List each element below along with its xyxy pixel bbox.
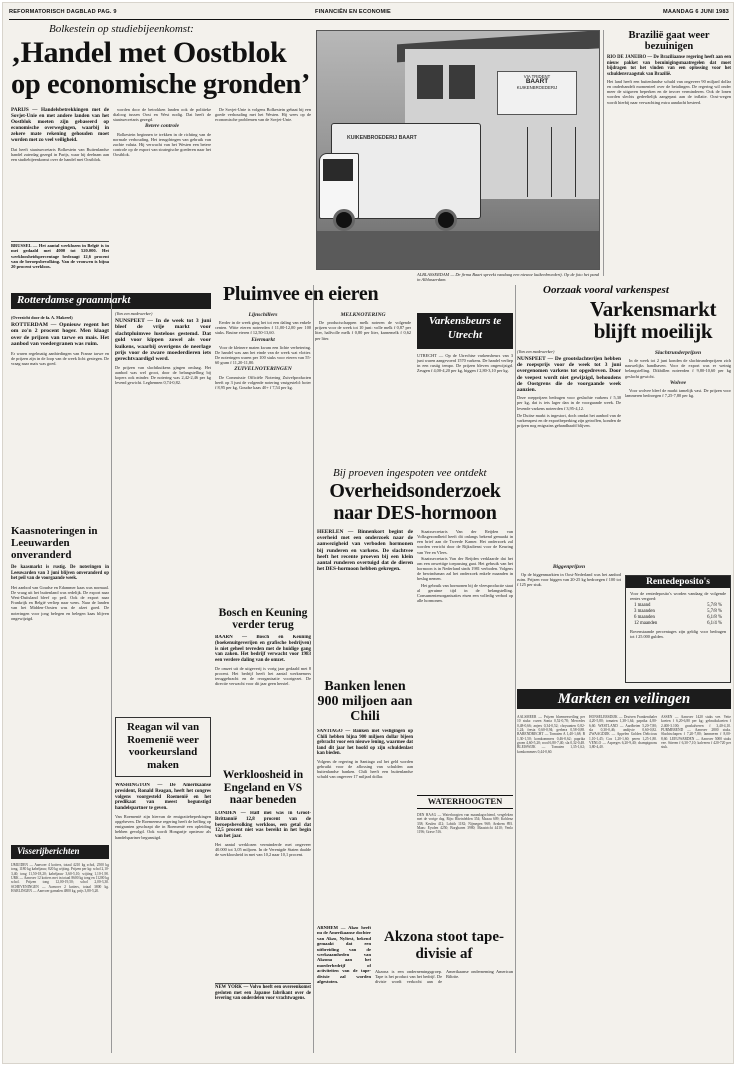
photo-sign-line3: KUIKENBROEDERIJ [516, 84, 558, 90]
edition-date: MAANDAG 6 JUNI 1983 [663, 9, 729, 15]
hormoon-headline-line2: naar DES-hormoon [333, 502, 497, 524]
kemi-headline: Bosch en Keuning verder terug [218, 607, 308, 631]
pluimvee-body-3: Voor de kleinere maten kwam een lichte verbetering. De handel was aan het einde van de week wat vlotter. De noteringen waren per 100 stuks voor eieren van 55-60 gram f 11,20-11,80. [215, 344, 311, 366]
oostblok-col-1 [11, 107, 109, 257]
photo-flagpole [527, 127, 528, 197]
brief-rule [215, 983, 311, 984]
rentedeposito-rate: 5,7/8 % [707, 603, 722, 609]
masthead-rule [9, 19, 729, 20]
volvo-text: NEW YORK — Volvo heeft een overeenkomst gesloten met een Japanse fabrikant over de levering van onderdelen voor vrachtwagens. [215, 985, 311, 1002]
banken-article [317, 729, 413, 827]
reagan-lead: WASHINGTON — De Amerikaanse president, Ronald Reagan, heeft het congres volgens voorgesteld Roemenië en het predikaat van meest begunstigd handelspartner te geven. [115, 783, 211, 812]
photo-sign [497, 71, 577, 115]
hormoon-body-3: Het gebruik van hormonen bij de vleesproductie staat al geruime tijd in de belangstelling. Consumentenorganisaties eisen een volledig verbod op alle hormonen. [417, 582, 513, 604]
varkensmarkt-source: (Van een medewerker) [517, 349, 555, 354]
graanmarkt-body: Er waren regelmatig aanbiedingen van Franse tarwe en de prijzen zijn in de loop van de week licht gestegen. De vraag naar mais was goed. [11, 350, 109, 366]
oostblok-headline-line2: op economische gronden’ [11, 69, 311, 100]
akzona-headline: Akzona stoot tape-divisie af [384, 929, 504, 962]
rentedeposito-note: Bovenstaande percentages zijn geldig voor bedragen tot f 25.000 gulden. [630, 629, 726, 640]
rentedeposito-term: 6 maanden [634, 615, 655, 621]
rentedeposito-table [626, 601, 730, 629]
rentedeposito-term: 3 maanden [634, 609, 655, 615]
varkensmarkt-lead: NUNSPEET — De grootslachterijen hebben de roepsprijs voor de week tot 3 juni overgenomen varkens tot opgedreven. Door de veepest wordt niet gewijzigd, behoudens de Oostgrens die de voorgaande week aanzien. [517, 356, 621, 394]
hormoon-lead: HEERLEN — Binnenkort begint de overheid met een onderzoek naar de aanwezigheid van verboden hormonen bij runderen en varkens. De slachtvee heeft het recente proeven bij een klein aantal runderen overtuigd dat de dieren het DES-hormoon hebben gekregen. [317, 529, 413, 573]
volvo-brief [215, 983, 311, 1053]
varkensmarkt-body-3: Op de biggenmarkten in Oost-Nederland was het aanbod ruim. Prijzen voor biggen van 20-25 kg bedroegen f 100 tot f 125 per stuk. [517, 572, 621, 588]
werkloosheid-headline: Werkloosheid in Engeland en VS naar beneden [222, 769, 304, 806]
column-rule [111, 293, 112, 1053]
hormoon-body-2: Staatssecretaris Van der Reijden verklaarde dat het om een onwettige toepassing gaat. Het gebruik van het hormoon is in Nederland sinds 1981 verboden. Volgens de bewindsman zal het onderzoek enkele maanden in beslag nemen. [417, 555, 513, 582]
pluimvee-lead: NUNSPEET — In de week tot 3 juni bleef de vrije markt voor slachtpluimvee lusteloos gestemd. Dat gold voor kippen zowel als voor kuikens, waarbij overigens de neerlage prijs voor de zware moederdieren iets gerechtvaardigd werd. [115, 318, 211, 363]
rentedeposito-row [634, 621, 722, 627]
akzona-body: Akzona is een ondernemingsgroep. Tape is het product van het bedrijf. De divisie wordt verkocht aan de Amerikaanse onderneming American Biltrite. [375, 969, 513, 985]
photo-window [449, 65, 475, 99]
reagan-headline: Reagan wil van Roemenië weer voorkeursland maken [126, 721, 200, 771]
varkensmarkt-subhead-2: Slachtrunderprijzen [654, 350, 702, 356]
oostblok-lead: PARIJS — Handelsbetrekkingen met de Sovjet-Unie en met andere landen van het Oostblok moeten zijn gebaseerd op economische overwegingen, waarbij in zekere mate rekening gehouden moet worden met zo veel veiligheid. [11, 107, 109, 144]
reagan-article [115, 783, 211, 1053]
markten-title-band: Markten en veilingen [517, 689, 731, 709]
brazilie-body: Het land heeft een buitenlandse schuld van ongeveer 90 miljard dollar en onderhandelt momenteel over de betalingen. De regering wil onder meer de uitgaven beperken en de invoer verminderen. Ook de lonen worden slechts gedeeltelijk aangepast aan de inflatie. Oost-wegen wordt hierbij naar verwachting extra aandacht besteed. [607, 79, 731, 105]
graanmarkt-lead: ROTTERDAM — Opnieuw regent het om zo'n 2 procent hoger. Men klaagt over de prijzen van tarwe en mais. Het aanbod van voedergranen was ruim. [11, 322, 109, 348]
varkensbeurs-body: UTRECHT — Op de Utrechtse varkensbeurs van 3 juni waren aangevoerd 1570 varkens. De handel verliep in een rustig tempo. De prijzen bleven ongewijzigd. Zeugen f 4,00-4,20 per kg, biggen f 2,80-3,10 per kg. [417, 353, 513, 374]
photo-ground [317, 231, 600, 270]
pluimvee-subhead-4: MELKNOTERING [340, 312, 386, 318]
banken-headline: Banken lenen 900 miljoen aan Chili [317, 679, 413, 724]
photo-flagpole [551, 127, 552, 197]
pluimvee-body-1: De prijzen van slachtkuikens gingen omlaag. Het aanbod was wel groot, door de belangstelling bij kopers ook minder. De notering was 2,42-2,46 per kg levend gewicht. Leghennen 0,74-0,82. [115, 364, 211, 386]
rentedeposito-term: 12 maanden [634, 621, 658, 627]
reagan-headline-box [115, 717, 211, 777]
varkensmarkt-col-1 [517, 349, 621, 559]
visserij-body: IJMUIDEN — Aanvoer 4 kotters, totaal 4210 kg schol, 2500 kg tong, 1180 kg kabeljauw, 820 kg wijting. Prijzen per kg: schol 2,10-3,40; tong 11,50-18,20; kabeljauw 3,60-5,10; wijting 1,10-1,90. URK — Aanvoer 12 kotters met in totaal 8600 kg tong en 11200 kg schol. Prijzen tong 12,00-19,50; schol 2,00-3,30. SCHEVENINGEN — Aanvoer 2 kotters, totaal 3800 kg. HARLINGEN — Aanvoer garnalen 4800 kg, prijs 3,80-5,20. [11, 863, 109, 894]
pluimvee-subhead-3: ZUIVELNOTERINGEN [234, 366, 292, 373]
rentedeposito-term: 1 maand [634, 603, 651, 609]
kemi-body: De omzet uit de uitgeverij is vorig jaar gedaald met 8 procent. Het bedrijf heeft het aantal werknemers teruggebracht en de reorganisatie voortgezet. De directie verwacht voor dit jaar geen herstel. [215, 665, 311, 687]
rentedeposito-title: Rentedeposito's [626, 576, 730, 588]
oostblok-kicker: Bolkestein op studiebijeenkomst: [49, 23, 194, 35]
arnhem-brief [317, 925, 371, 1053]
column-rule [313, 285, 314, 1053]
hormoon-body-1: Staatssecretaris Van der Reijden van Volksgezondheid heeft dit onlangs bekend gemaakt in een brief aan de Tweede Kamer. Het onderzoek zal worden verricht door de Rijksdienst voor de Keuring van Vee en Vlees. [417, 529, 513, 555]
brazilie-lead: RIO DE JANEIRO — De Braziliaanse regering heeft aan een nieuw pakket van bezuinigingsmaatregelen dat moet bijdragen tot het vinden van een oplossing voor het schuldenvraagstuk van Brazilië. [607, 55, 731, 77]
pluimvee-subhead-2: Eiermarkt [251, 336, 275, 343]
oostblok-body-4: Bolkestein beginnen te trekken in de richting van de normale verhouding. Het terugdringen van gebruik van zachte valuta. Hij verwacht van het Westen een betere controle op de export van strategische goederen naar het Oostblok. [113, 131, 211, 158]
arnhem-text: ARNHEM — Akzo heeft nu de Amerikaanse dochter van Akzo, Nyltest, bekend gemaakt dat een uitbreiding van de werkzaamheden van Akzona aan het moederbedrijf of activiteiten van de tape-divisie zal worden afgestoten. [317, 925, 371, 985]
pluimvee-col-3 [315, 311, 411, 461]
varkensmarkt-body-1: Deze roepprijzen bedragen voor geslachte varkens f 5,30 per kg, dat is iets lager dan in de voorgaande week. De levende varkens noteerden f 3,95-4,12. [517, 395, 621, 411]
varkensmarkt-col-1b [517, 563, 621, 685]
pluimvee-col-2 [215, 311, 311, 596]
newspaper-page [2, 2, 734, 1064]
werkloosheid-body: Het aantal werklozen verminderde met ongeveer 40.000 tot 3,05 miljoen. In de Verenigde Staten daalde de werkloosheid in mei van 10,2 naar 10,1 procent. [215, 841, 311, 858]
pluimvee-body-2: Eerder in de week ging het tot een daling van enkele centen. Witte eieren noteerden f 11,00-12,00 per 100 stuks. Bruine eieren f 12,50-13,60. [215, 320, 311, 336]
varkensmarkt-headline-line1: Varkensmarkt [589, 297, 717, 321]
markten-col-1: AALSMEER — Prijzen bloemenveiling per 10 stuks: rozen Sonia 0,52-0,78; Mercedes 0,48-0,66; anjers 0,34-0,52; chrysanten 0,82-1,24; fresia 0,60-0,94; gerbera 0,58-0,88. BARENDRECHT — Tomaten A 1,40-1,68; B 1,30-1,50; komkommers 0,46-0,62; paprika groen 4,60-5,20; rood 6,80-7,40; sla 0,32-0,48. BLEISWIJK — Tomaten 1,35-1,62; komkommers 0,44-0,60. [517, 715, 585, 754]
banken-body: Volgens de regering in Santiago zal het geld worden gebruikt voor de aflossing van schulden aan buitenlandse banken. Chili heeft een buitenlandse schuld van ongeveer 17 miljard dollar. [317, 758, 413, 780]
brazilie-article [607, 30, 731, 270]
varkensmarkt-body-5: Voor wolvee bleef de markt tamelijk vast. De prijzen voor lammeren bedroegen f 7,25-7,80 per kg. [625, 387, 731, 399]
kaas-article [11, 525, 109, 815]
varkensmarkt-subhead-1: Biggenprijzen [552, 564, 586, 570]
photo-wheel [333, 209, 355, 231]
hormoon-kicker: Bij proeven ingespoten vee ontdekt [333, 467, 487, 479]
rentedeposito-box [625, 575, 731, 683]
markten-col-2: HONSELERSDIJK — Druiven Frankenthaler 4,20-5,80; tomaten 1,38-1,64; paprika 4,80-6,60. WESTLAND — Aardbeien 5,20-7,80; sla 0,30-0,46; andijvie 0,60-0,82. ZWAAGDIJK — Appelen Golden Delicious 1,10-1,45; Cox 1,20-1,60; peren 1,25-1,80. VENLO — Asperges 6,20-9,40; champignons 3,80-4,40. [589, 715, 657, 750]
rentedeposito-rate: 6,1/4 % [707, 621, 722, 627]
rentedeposito-rate: 5,7/8 % [707, 609, 722, 615]
pluimvee-source: (Van een medewerker) [115, 311, 153, 316]
photo-window [417, 65, 443, 99]
hormoon-col-1 [317, 529, 413, 674]
varkensmarkt-body-4: In de week tot 2 juni konden de slachtrunderprijzen zich nauwelijks handhaven. Voor de export was er weinig belangstelling. Dikbillen noteerden f 9,80-10,60 per kg geslacht gewicht. [625, 358, 731, 379]
graanmarkt-col-1 [11, 315, 109, 495]
visserij-title-band: Visserijberichten [11, 845, 109, 859]
oostblok-col-2 [113, 107, 211, 267]
kaas-lead: De kaasmarkt is rustig. De noteringen in Leeuwarden van 3 juni blijven onveranderd op het peil van de voorgaande week. [11, 565, 109, 582]
oostblok-headline-line1: ‚Handel met Oostblok [11, 36, 287, 69]
varkensmarkt-col-2 [625, 349, 731, 569]
banken-lead: SANTIAGO — Banken met vestigingen op Chili hebben bijna 900 miljoen dollar bijeen gebracht voor een nieuwe lening, waarmee dat land dit jaar het hoofd op zijn schuldenlast kan bieden. [317, 729, 413, 757]
werkloosheid-article [215, 811, 311, 981]
masthead-left: REFORMATORISCH DAGBLAD PAG. 9 [9, 9, 117, 15]
section-title: FINANCIËN EN ECONOMIE [315, 9, 391, 15]
varkensmarkt-body-2: De Duitse markt is ingestort, doch omdat het aanbod van de varkenspest en de exportbeperking zijn getroffen, konden de prijzen nog enigszins gehandhaafd blijven. [517, 412, 621, 428]
werkloosheid-lead: LONDEN — Half mei was in Groot-Brittannië 12,8 procent van de beroepsbevolking werkloos, een getal dat 12,5 procent niet was bereikt in het begin van het jaar. [215, 811, 311, 840]
pluimvee-subhead-1: Lijnschillers [248, 312, 278, 318]
varkensmarkt-headline-line2: blijft moeilijk [593, 319, 713, 343]
pluimvee-col-1 [115, 311, 211, 551]
photo-sign-line1: VIA TRIDENT [523, 74, 551, 79]
graanmarkt-source: (Overzicht door de fa. A. Makreel) [11, 315, 73, 320]
brazilie-headline: Brazilië gaat weer bezuinigen [628, 30, 710, 52]
brief-rule [11, 241, 109, 242]
photo-flagpole [575, 127, 576, 197]
graanmarkt-title-band: Rotterdamse graanmarkt [11, 293, 211, 309]
brussel-brief [11, 241, 109, 285]
column-rule [603, 30, 604, 276]
varkensmarkt-subhead-3: Wolvee [669, 379, 687, 386]
waterhoogten-title: WATERHOOGTEN [417, 795, 513, 809]
varkensbeurs-title-band: Varkensbeurs te Utrecht [417, 313, 513, 349]
photo-sign-line2: BAART [525, 78, 549, 86]
photo-truck-windshield [323, 159, 353, 181]
hormoon-headline-line1: Overheidsonderzoek [329, 480, 501, 502]
photo-truck-lettering: KUIKENBROEDERIJ BAART [347, 135, 417, 141]
kaas-body: Het aanbod van Goudse en Edammer kaas was normaal. De vraag uit het buitenland was redelijk. De export naar West-Duitsland bleef op peil. Ook de export naar Frankrijk en België verliep naar wens. Naar de landen van het Midden-Oosten was de afzet goed. De noteringen voor jong belegen en belegen kaas blijven ongewijzigd. [11, 584, 109, 621]
column-rule [515, 285, 516, 1053]
waterhoogten-body: DEN HAAG — Waterhoogten van maandagochtend, vergeleken met de vorige dag. Rijn: Rheinfelden 354; Maxau 609; Koblenz 338; Keulen 412; Lobith 1182; Nijmegen 968; Arnhem 893. Maas: Eysden 4250; Borgharen 3980; Maastricht 4410; Venlo 1196; Grave 516. [417, 813, 513, 835]
pluimvee-body-4: De Commissie Officiële Notering Zuivelproducten heeft op 3 juni de volgende notering vastgesteld: boter f 8,95 per kg, Goudse kaas 40+ f 7,54 per kg. [215, 374, 311, 390]
oostblok-subhead: Betere controle [145, 123, 179, 130]
kemi-lead: BAARN — Bosch en Keuning (boekenuitgeverijen en grafische bedrijven) is niet geheel tevreden met de huidige gang van zaken. Het bedrijf verwacht voor 1983 een verdere daling van de omzet. [215, 635, 311, 664]
oostblok-body-3: De Sovjet-Unie is volgens Bolkestein gebaat bij een goede verhouding met het Westen. Hij wees op de economische problemen van de Sovjet-Unie. [215, 107, 311, 123]
pluimvee-headline: Pluimvee en eieren [223, 283, 379, 305]
reagan-body: Van Roemenië zijn hiervan de emigratiebeperkingen opgeheven. De Roemeense regering heeft de heffing op emigranten geschrapt die in Roemenië een opleiding hebben gevolgd. Ook wordt Hongarije opnieuw als handelspartner begunstigd. [115, 813, 211, 840]
photo-wheel [435, 209, 457, 231]
kemi-article [215, 635, 311, 747]
rentedeposito-intro: Voor de rentedeposito's worden vandaag de volgende rentes vergoed: [630, 591, 726, 602]
markten-col-3: ASSEN — Aanvoer 1420 stuks vee. Vette koeien f 6,20-6,80 per kg; gebruikskoeien f 2.400-3.100; graskalveren f 3,40-4,10. PURMEREND — Aanvoer 2800 stuks. Slachtschapen f 7,20-7,80; lammeren f 8,00-8,60. LEEUWARDEN — Aanvoer 5000 stuks vee. Stieren f 6,30-7,10; kalveren f 420-720 per stuk. [661, 715, 731, 750]
rentedeposito-rate: 6,1/8 % [707, 615, 722, 621]
brussel-text: BRUSSEL — Het aantal werklozen in België is in mei gedaald met 4000 tot 520.000. Het werkloosheidspercentage bedraagt 12,6 procent van de beroepsbevolking. Van de vrouwen is bijna 20 procent werkloos. [11, 243, 109, 270]
news-photo-truck-building [316, 30, 600, 270]
pluimvee-body-5: De productschappen melk noteren de volgende prijzen voor de week tot 10 juni: volle melk f 0,87 per liter, halfvolle melk f 0,80 per liter, karnemelk f 0,62 per liter. [315, 320, 411, 341]
oostblok-body-1: Dat heeft staatssecretaris Bolkestein van Buitenlandse handel zaterdag gezegd in Parijs, waar hij deelnam aan een studiebijeenkomst over de handel met Oostblok. [11, 146, 109, 162]
varkensmarkt-kicker: Oorzaak vooral varkenspest [543, 284, 669, 296]
kaas-headline: Kaasnoteringen in Leeuwarden onveranderd [11, 525, 98, 561]
hormoon-col-2 [417, 529, 513, 679]
oostblok-body-2: worden door de betrokken landen ook de politieke dialoog tussen Oost en West nodig. Dat heeft de staatssecretaris gezegd. [113, 107, 211, 123]
photo-caption: ALBLASSERDAM — De firma Baart spreekt vandaag een nieuwe kuikenbroederij. Op de foto het pand in Alblasserdam. [417, 272, 599, 283]
oostblok-col-3 [215, 107, 311, 267]
